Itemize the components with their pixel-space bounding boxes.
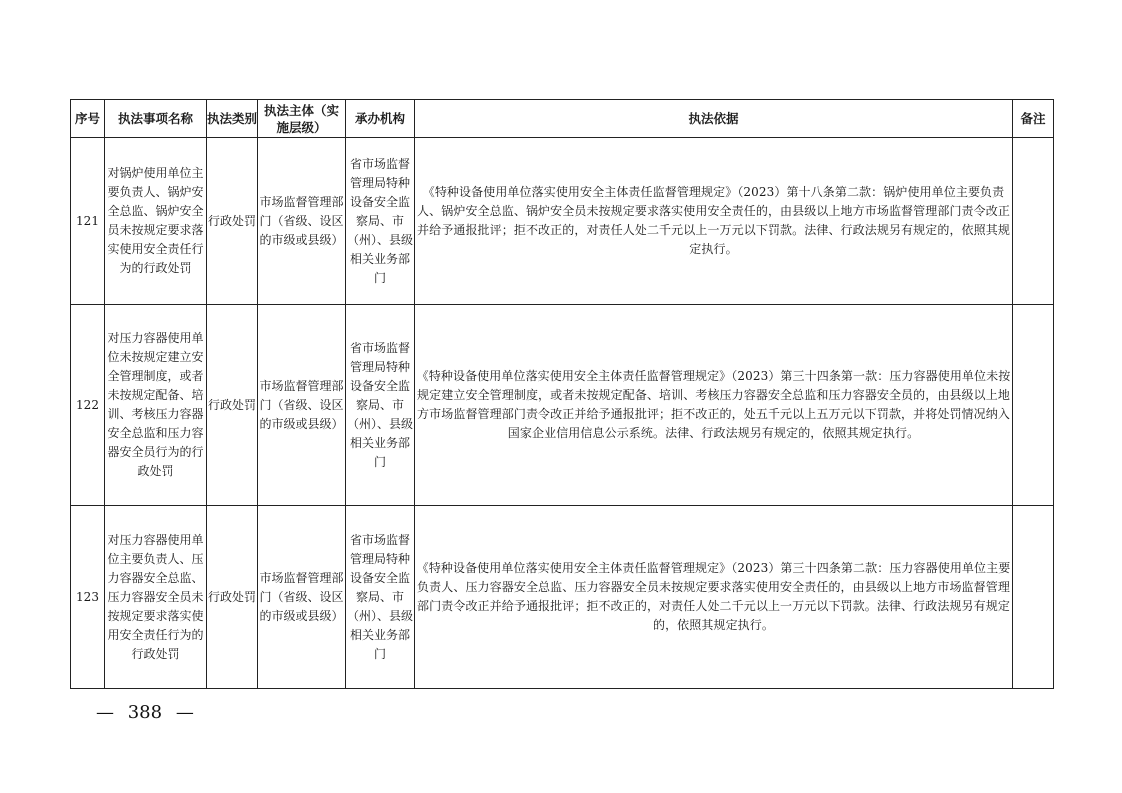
header-basis: 执法依据: [415, 100, 1013, 138]
row-number: 122: [71, 305, 105, 506]
item-name: 对压力容器使用单位主要负责人、压力容器安全总监、压力容器安全员未按规定要求落实使用安全责任行为的行政处罚: [105, 506, 207, 689]
table-row: [71, 506, 1054, 689]
item-subject: 市场监督管理部门（省级、设区的市级或县级）: [258, 305, 346, 506]
item-basis: 《特种设备使用单位落实使用安全主体责任监督管理规定》（2023）第三十四条第二款：压力容器使用单位主要负责人、压力容器安全总监、压力容器安全员未按规定要求落实使用安全责任的，由县级以上地方市场监督管理部门责令改正并给予通报批评；拒不改正的，对责任人处二千元以上一万元以下罚款。法律、行政法规另有规定的，依照其规定执行。: [415, 506, 1013, 689]
item-category: 行政处罚: [207, 138, 258, 305]
header-item-name: 执法事项名称: [105, 100, 207, 138]
item-subject: 市场监督管理部门（省级、设区的市级或县级）: [258, 138, 346, 305]
item-organ: 省市场监督管理局特种设备安全监察局、市（州）、县级相关业务部门: [346, 305, 415, 506]
item-category: 行政处罚: [207, 506, 258, 689]
item-note: [1013, 138, 1054, 305]
header-subject: 执法主体（实施层级）: [258, 100, 346, 138]
header-category: 执法类别: [207, 100, 258, 138]
item-note: [1013, 305, 1054, 506]
item-subject: 市场监督管理部门（省级、设区的市级或县级）: [258, 506, 346, 689]
page-number: 388: [127, 702, 163, 723]
page-dash-right: —: [175, 702, 194, 723]
item-category: 行政处罚: [207, 305, 258, 506]
table-header-row: [71, 100, 1054, 138]
page-number-footer: [96, 702, 194, 723]
item-basis: 《特种设备使用单位落实使用安全主体责任监督管理规定》（2023）第十八条第二款：锅炉使用单位主要负责人、锅炉安全总监、锅炉安全员未按规定要求落实使用安全责任的，由县级以上地方市场监督管理部门责令改正并给予通报批评；拒不改正的，对责任人处二千元以上一万元以下罚款。法律、行政法规另有规定的，依照其规定执行。: [415, 138, 1013, 305]
row-number: 123: [71, 506, 105, 689]
page-dash-left: —: [96, 702, 114, 723]
header-no: 序号: [71, 100, 105, 138]
header-note: 备注: [1013, 100, 1054, 138]
item-note: [1013, 506, 1054, 689]
table-row: [71, 305, 1054, 506]
item-organ: 省市场监督管理局特种设备安全监察局、市（州）、县级相关业务部门: [346, 506, 415, 689]
row-number: 121: [71, 138, 105, 305]
enforcement-items-table: [70, 99, 1054, 689]
item-basis: 《特种设备使用单位落实使用安全主体责任监督管理规定》（2023）第三十四条第一款：压力容器使用单位未按规定建立安全管理制度，或者未按规定配备、培训、考核压力容器安全总监和压力容器安全员的，由县级以上地方市场监督管理部门责令改正并给予通报批评；拒不改正的，处五千元以上五万元以下罚款，并将处罚情况纳入国家企业信用信息公示系统。法律、行政法规另有规定的，依照其规定执行。: [415, 305, 1013, 506]
header-organ: 承办机构: [346, 100, 415, 138]
table-row: [71, 138, 1054, 305]
item-name: 对锅炉使用单位主要负责人、锅炉安全总监、锅炉安全员未按规定要求落实使用安全责任行为的行政处罚: [105, 138, 207, 305]
item-organ: 省市场监督管理局特种设备安全监察局、市（州）、县级相关业务部门: [346, 138, 415, 305]
item-name: 对压力容器使用单位未按规定建立安全管理制度，或者未按规定配备、培训、考核压力容器安全总监和压力容器安全员行为的行政处罚: [105, 305, 207, 506]
